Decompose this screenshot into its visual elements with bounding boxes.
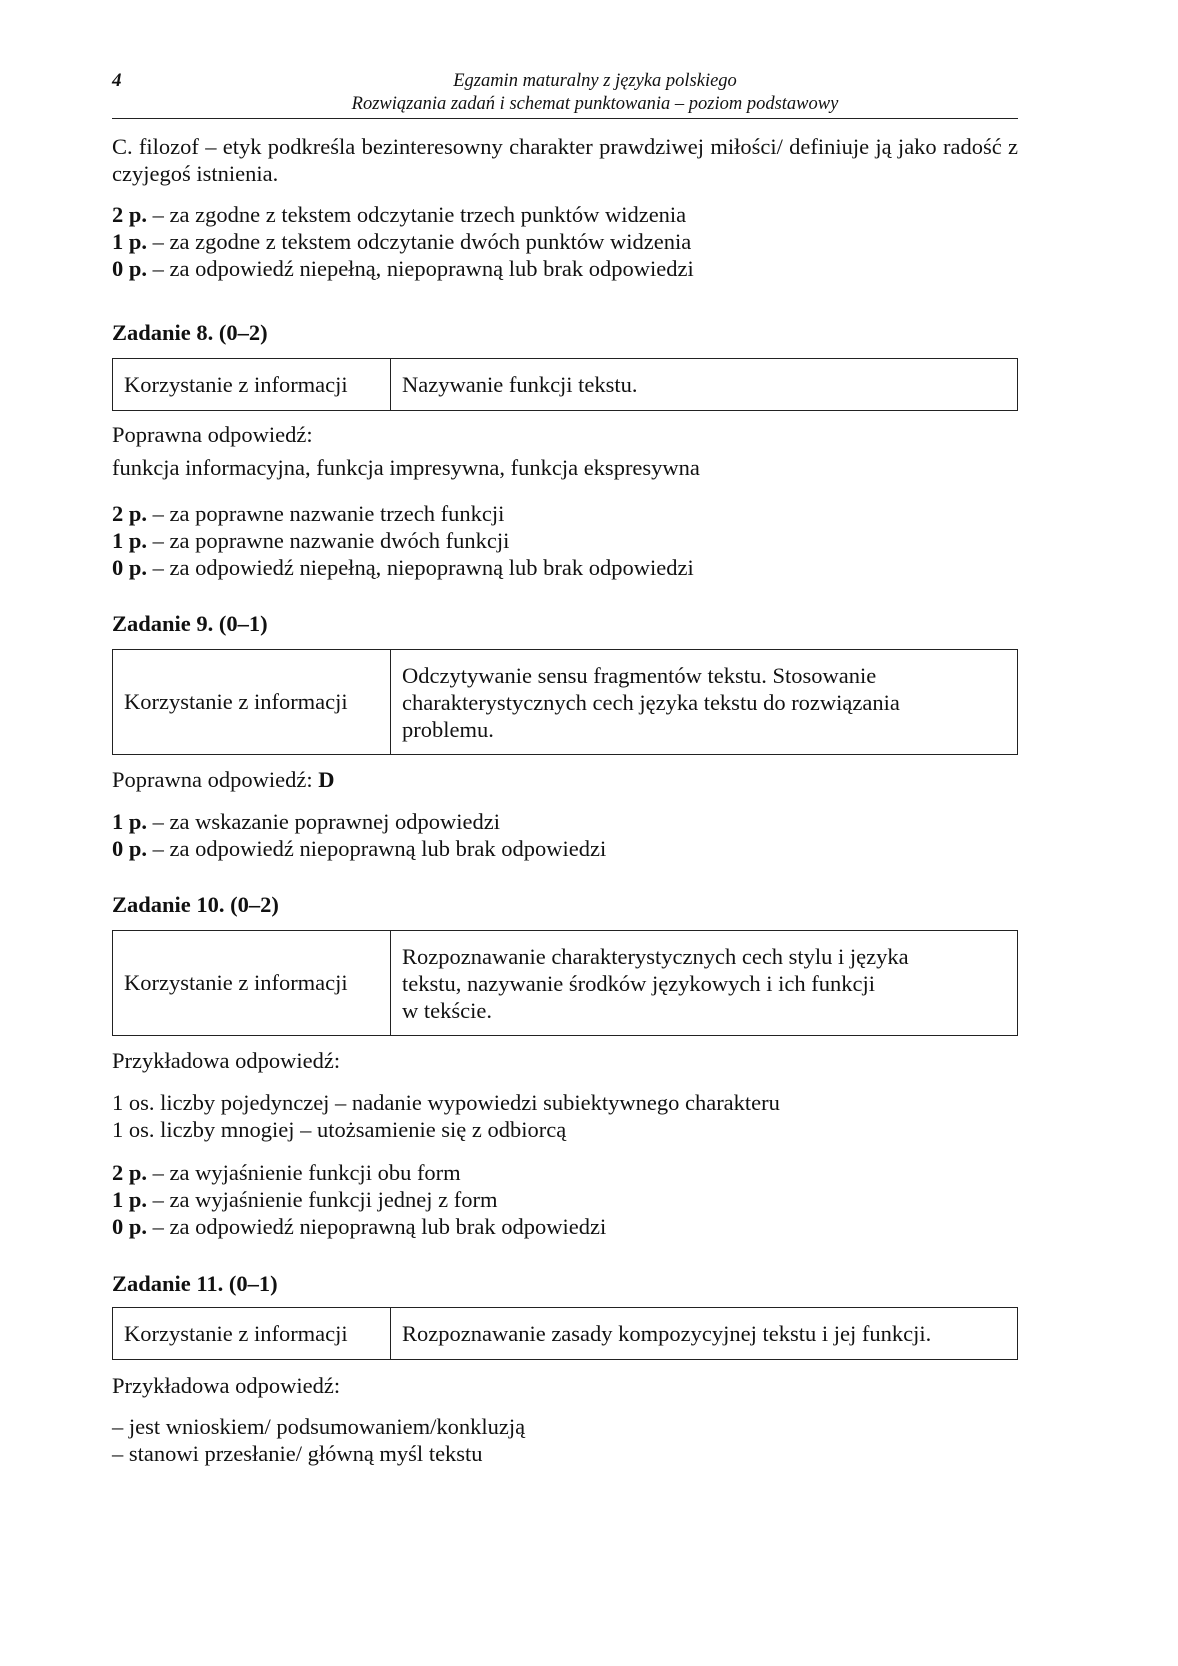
answer-line: – jest wnioskiem/ podsumowaniem/konkluzją xyxy=(112,1414,526,1439)
answer-line: 1 os. liczby mnogiej – utożsamienie się z odbiorcą xyxy=(112,1117,567,1142)
score-line: 1 p. – za wyjaśnienie funkcji jednej z form xyxy=(112,1187,498,1212)
score-line: 2 p. – za poprawne nazwanie trzech funkcji xyxy=(112,501,505,526)
score-line: 2 p. – za wyjaśnienie funkcji obu form xyxy=(112,1160,461,1185)
task11-answer-label: Przykładowa odpowiedź: xyxy=(112,1373,341,1398)
task11-area: Korzystanie z informacji xyxy=(113,1308,391,1359)
task9-scoring xyxy=(112,808,1018,862)
score-line: 0 p. – za odpowiedź niepełną, niepoprawną lub brak odpowiedzi xyxy=(112,256,694,281)
score-line: 0 p. – za odpowiedź niepełną, niepoprawną lub brak odpowiedzi xyxy=(112,555,694,580)
intro-scoring xyxy=(112,201,1018,282)
score-line: 1 p. – za wskazanie poprawnej odpowiedzi xyxy=(112,809,501,834)
task10-scoring xyxy=(112,1159,1018,1240)
task8-requirement: Nazywanie funkcji tekstu. xyxy=(402,372,638,397)
task11-table xyxy=(112,1307,1018,1360)
task9-answer-value: D xyxy=(318,767,335,792)
task10-answer-label: Przykładowa odpowiedź: xyxy=(112,1048,341,1073)
task8-area: Korzystanie z informacji xyxy=(113,359,391,410)
header-line-1: Egzamin maturalny z języka polskiego xyxy=(453,71,737,91)
task8-title: Zadanie 8. (0–2) xyxy=(112,320,268,345)
score-line: 1 p. – za poprawne nazwanie dwóch funkcji xyxy=(112,528,510,553)
header-title xyxy=(112,70,1018,116)
answer-line: 1 os. liczby pojedynczej – nadanie wypowiedzi subiektywnego charakteru xyxy=(112,1090,780,1115)
task8-table xyxy=(112,358,1018,411)
task10-area: Korzystanie z informacji xyxy=(113,931,391,1035)
task11-title: Zadanie 11. (0–1) xyxy=(112,1271,278,1296)
task10-requirement: Rozpoznawanie charakterystycznych cech stylu i języka tekstu, nazywanie środków językowych i ich funkcji w tekście. xyxy=(402,943,909,1023)
score-line: 1 p. – za zgodne z tekstem odczytanie dwóch punktów widzenia xyxy=(112,229,692,254)
score-line: 2 p. – za zgodne z tekstem odczytanie trzech punktów widzenia xyxy=(112,202,687,227)
task9-table xyxy=(112,649,1018,755)
task9-title: Zadanie 9. (0–1) xyxy=(112,611,268,636)
score-line: 0 p. – za odpowiedź niepoprawną lub brak odpowiedzi xyxy=(112,836,607,861)
intro-paragraph: C. filozof – etyk podkreśla bezinteresowny charakter prawdziwej miłości/ definiuje ją jako radość z czyjegoś istnienia. xyxy=(112,134,1018,186)
task10-answer xyxy=(112,1089,1018,1143)
task9-requirement: Odczytywanie sensu fragmentów tekstu. Stosowanie charakterystycznych cech języka tekstu do rozwiązania problemu. xyxy=(402,662,900,742)
task8-answer: funkcja informacyjna, funkcja impresywna, funkcja ekspresywna xyxy=(112,455,700,480)
task10-table xyxy=(112,930,1018,1036)
score-line: 0 p. – za odpowiedź niepoprawną lub brak odpowiedzi xyxy=(112,1214,607,1239)
task10-title: Zadanie 10. (0–2) xyxy=(112,892,279,917)
task8-scoring xyxy=(112,500,1018,581)
answer-line: – stanowi przesłanie/ główną myśl tekstu xyxy=(112,1441,483,1466)
task9-area: Korzystanie z informacji xyxy=(113,650,391,754)
task8-answer-label: Poprawna odpowiedź: xyxy=(112,422,313,447)
task9-answer-label: Poprawna odpowiedź: xyxy=(112,767,319,792)
page-number: 4 xyxy=(112,70,122,91)
header-line-2: Rozwiązania zadań i schemat punktowania – poziom podstawowy xyxy=(351,94,839,114)
task9-answer xyxy=(112,766,1018,793)
page-header xyxy=(112,70,1018,119)
task11-requirement: Rozpoznawanie zasady kompozycyjnej tekstu i jej funkcji. xyxy=(402,1321,932,1346)
task11-answer xyxy=(112,1413,1018,1467)
